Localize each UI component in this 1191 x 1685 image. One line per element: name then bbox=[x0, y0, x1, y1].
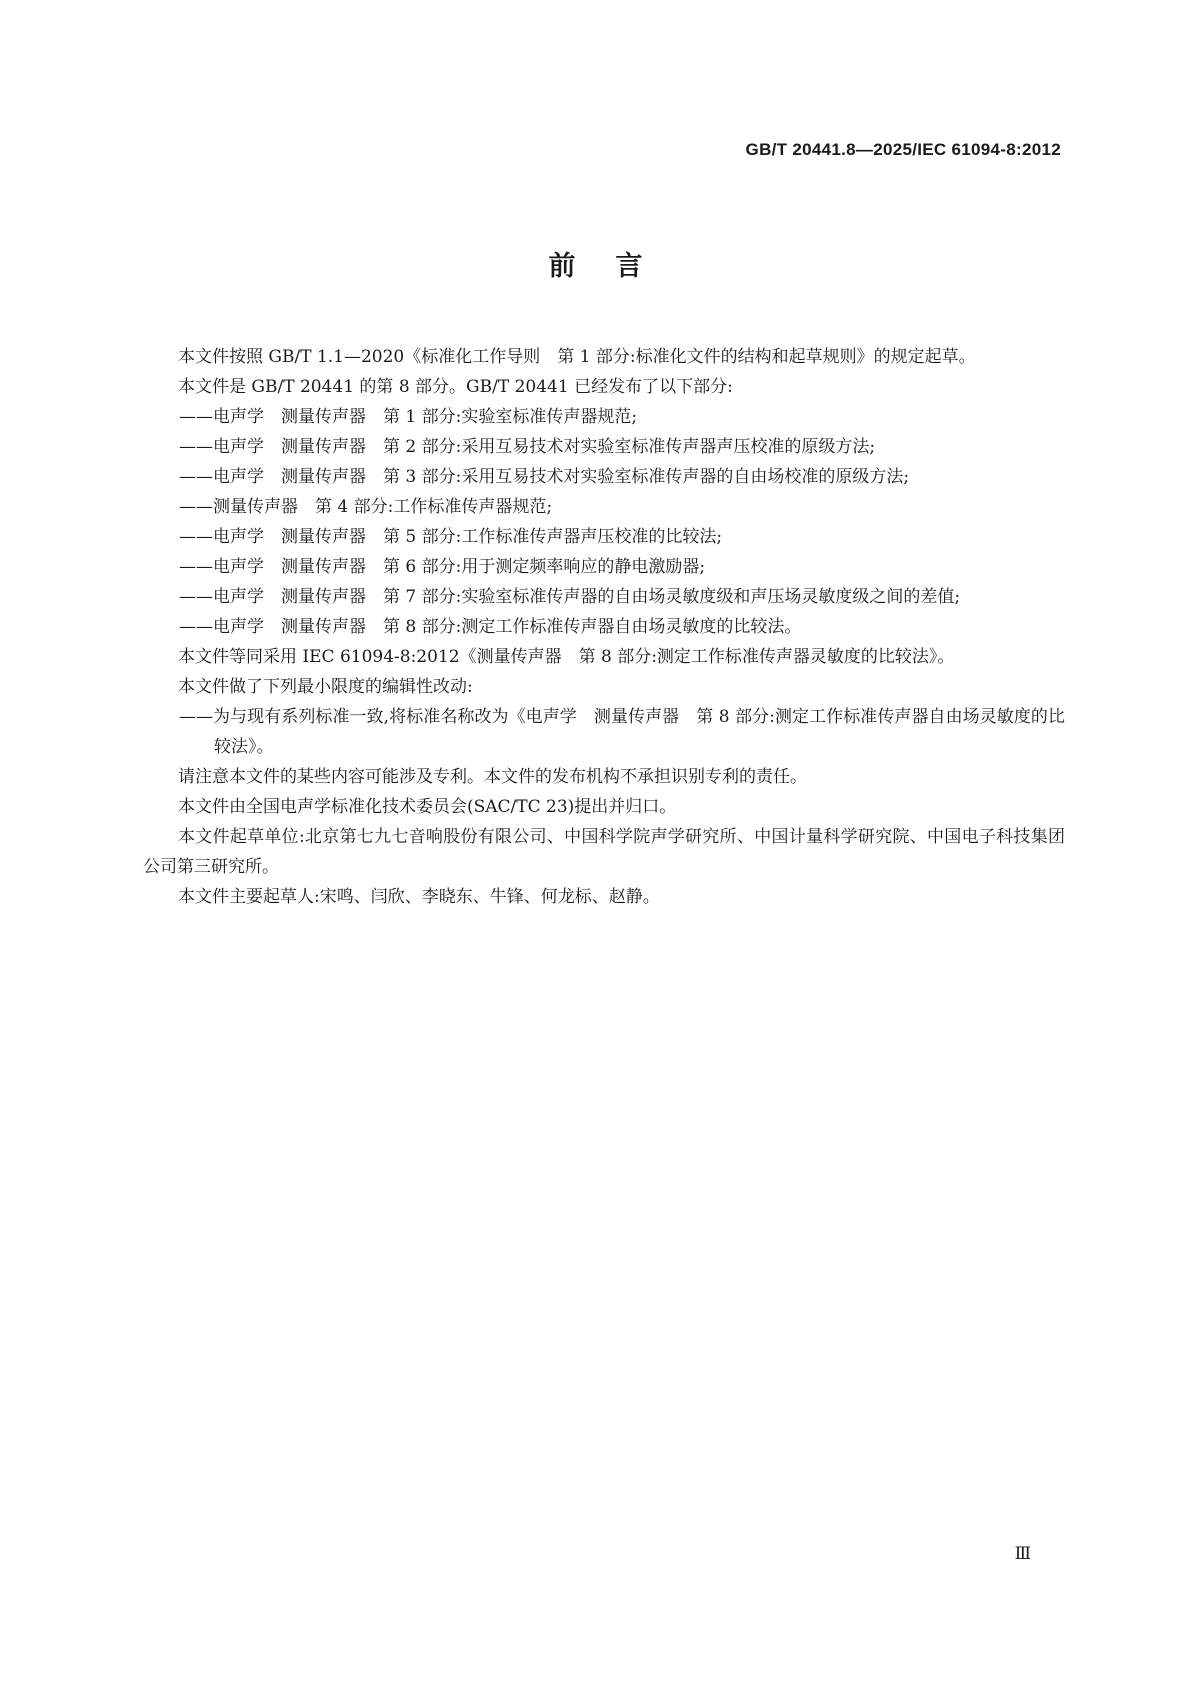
part-list-item-4: ——测量传声器 第 4 部分:工作标准传声器规范; bbox=[179, 497, 553, 517]
editorial-change-item: ——为与现有系列标准一致,将标准名称改为《电声学 测量传声器 第 8 部分:测定工作标准传声器自由场灵敏度的比较法》。 bbox=[179, 707, 1065, 757]
standard-code-header: GB/T 20441.8—2025/IEC 61094-8:2012 bbox=[745, 140, 1061, 159]
series-intro-paragraph: 本文件是 GB/T 20441 的第 8 部分。GB/T 20441 已经发布了以下部分: bbox=[178, 377, 733, 397]
drafting-units-paragraph: 本文件起草单位:北京第七九七音响股份有限公司、中国科学院声学研究所、中国计量科学研究院、中国电子科技集团公司第三研究所。 bbox=[143, 827, 1065, 877]
adoption-paragraph: 本文件等同采用 IEC 61094-8:2012《测量传声器 第 8 部分:测定工作标准传声器灵敏度的比较法》。 bbox=[178, 647, 955, 667]
part-list-item-2: ——电声学 测量传声器 第 2 部分:采用互易技术对实验室标准传声器声压校准的原级方法; bbox=[179, 437, 876, 457]
page-number: Ⅲ bbox=[1014, 1544, 1031, 1564]
drafters-paragraph: 本文件主要起草人:宋鸣、闫欣、李晓东、牛锋、何龙标、赵静。 bbox=[178, 887, 660, 907]
part-list-item-8: ——电声学 测量传声器 第 8 部分:测定工作标准传声器自由场灵敏度的比较法。 bbox=[179, 617, 802, 637]
part-list-item-3: ——电声学 测量传声器 第 3 部分:采用互易技术对实验室标准传声器的自由场校准的原级方法; bbox=[179, 467, 910, 487]
editorial-changes-intro: 本文件做了下列最小限度的编辑性改动: bbox=[178, 677, 473, 697]
drafting-rules-paragraph: 本文件按照 GB/T 1.1—2020《标准化工作导则 第 1 部分:标准化文件的结构和起草规则》的规定起草。 bbox=[178, 347, 976, 367]
foreword-body bbox=[143, 342, 1065, 912]
part-list-item-5: ——电声学 测量传声器 第 5 部分:工作标准传声器声压校准的比较法; bbox=[179, 527, 723, 547]
part-list-item-1: ——电声学 测量传声器 第 1 部分:实验室标准传声器规范; bbox=[179, 407, 638, 427]
committee-paragraph: 本文件由全国电声学标准化技术委员会(SAC/TC 23)提出并归口。 bbox=[178, 797, 677, 817]
page-title: 前言 bbox=[548, 251, 683, 282]
part-list-item-7: ——电声学 测量传声器 第 7 部分:实验室标准传声器的自由场灵敏度级和声压场灵敏度级之间的差值; bbox=[179, 587, 961, 607]
patent-notice-paragraph: 请注意本文件的某些内容可能涉及专利。本文件的发布机构不承担识别专利的责任。 bbox=[178, 767, 807, 787]
part-list-item-6: ——电声学 测量传声器 第 6 部分:用于测定频率响应的静电激励器; bbox=[179, 557, 706, 577]
